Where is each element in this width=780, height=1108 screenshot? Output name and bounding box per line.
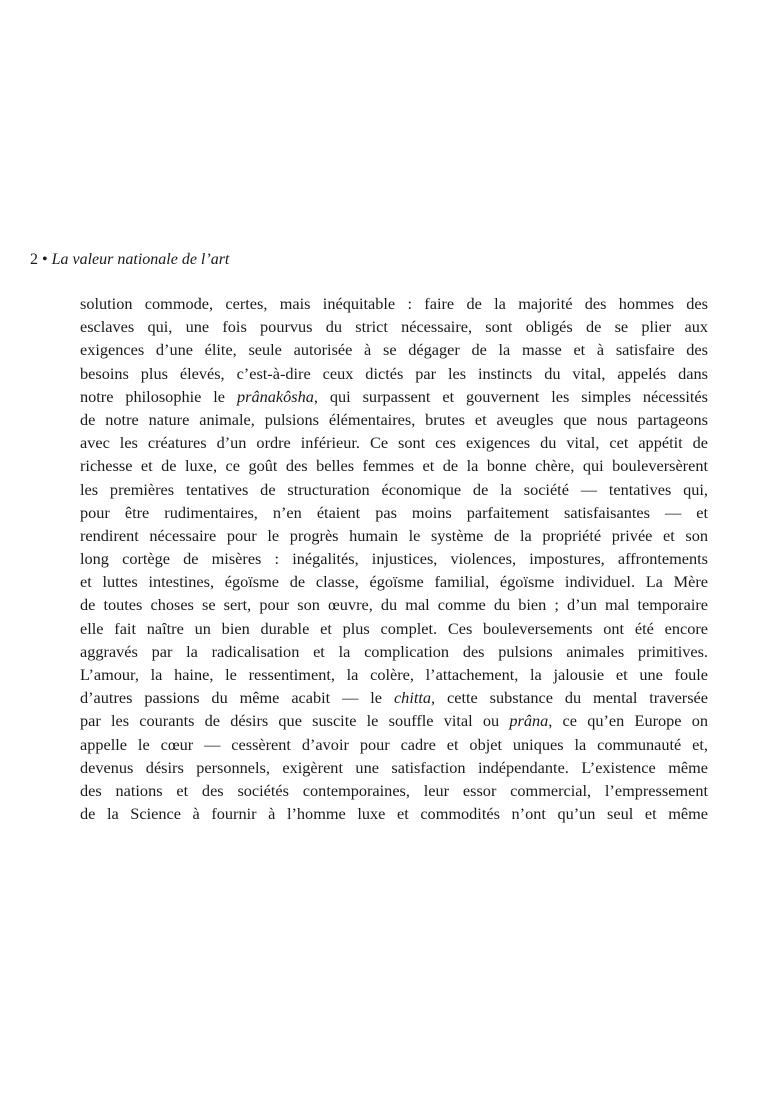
text-line	[80, 593, 708, 616]
text-segment: de toutes choses se sert, pour son œuvre, du mal comme du bien ; d’un mal temporaire	[80, 595, 708, 615]
text-segment: de la Science à fournir à l’homme luxe et commodités n’ont qu’un seul et même	[80, 804, 708, 824]
text-line	[80, 385, 708, 408]
text-line	[80, 663, 708, 686]
text-segment: besoins plus élevés, c’est-à-dire ceux dictés par les instincts du vital, appelés dans	[80, 363, 708, 383]
text-segment: exigences d’une élite, seule autorisée à se dégager de la masse et à satisfaire des	[80, 340, 708, 360]
text-line	[80, 570, 708, 593]
text-line	[80, 779, 708, 802]
text-segment: aggravés par la radicalisation et la complication des pulsions animales primitives.	[80, 641, 708, 661]
running-header	[30, 251, 229, 269]
text-line	[80, 292, 708, 315]
italic-term: prâna	[509, 711, 549, 731]
text-line	[80, 617, 708, 640]
text-line	[80, 408, 708, 431]
text-segment: des nations et des sociétés contemporaines, leur essor commercial, l’empressement	[80, 780, 708, 800]
text-line	[80, 524, 708, 547]
text-segment: d’autres passions du même acabit — le	[80, 688, 394, 708]
body-text	[80, 292, 708, 825]
text-line	[80, 733, 708, 756]
header-separator: •	[42, 251, 48, 268]
text-line	[80, 547, 708, 570]
text-segment: long cortège de misères : inégalités, injustices, violences, impostures, affrontements	[80, 549, 708, 569]
text-segment: appelle le cœur — cessèrent d’avoir pour cadre et objet uniques la communauté et,	[80, 734, 708, 754]
text-segment: rendirent nécessaire pour le progrès humain le système de la propriété privée et son	[80, 525, 708, 545]
text-line	[80, 362, 708, 385]
text-line	[80, 454, 708, 477]
text-segment: elle fait naître un bien durable et plus complet. Ces bouleversements ont été encore	[80, 618, 708, 638]
italic-term: prânakôsha	[236, 386, 314, 406]
text-line	[80, 709, 708, 732]
text-line	[80, 501, 708, 524]
text-line	[80, 802, 708, 825]
text-line	[80, 756, 708, 779]
text-segment: , qui surpassent et gouvernent les simples nécessités	[313, 386, 708, 406]
text-segment: de notre nature animale, pulsions élémentaires, brutes et aveugles que nous partageons	[80, 409, 708, 429]
text-segment: et luttes intestines, égoïsme de classe, égoïsme familial, égoïsme individuel. La Mère	[80, 572, 708, 592]
running-title: La valeur nationale de l’art	[51, 251, 230, 268]
text-segment: , cette substance du mental traversée	[431, 688, 709, 708]
text-line	[80, 315, 708, 338]
text-segment: richesse et de luxe, ce goût des belles femmes et de la bonne chère, qui bouleversèrent	[80, 456, 708, 476]
text-line	[80, 640, 708, 663]
text-segment: L’amour, la haine, le ressentiment, la colère, l’attachement, la jalousie et une foule	[80, 665, 708, 684]
text-segment: devenus désirs personnels, exigèrent une satisfaction indépendante. L’existence même	[80, 757, 708, 777]
text-line	[80, 338, 708, 361]
text-segment: pour être rudimentaires, n’en étaient pas moins parfaitement satisfaisantes — et	[80, 502, 708, 522]
text-line	[80, 686, 708, 709]
text-segment: esclaves qui, une fois pourvus du strict nécessaire, sont obligés de se plier aux	[80, 317, 708, 337]
page-number: 2	[30, 251, 38, 268]
text-segment: solution commode, certes, mais inéquitable : faire de la majorité des hommes des	[80, 294, 708, 313]
text-segment: notre philosophie le	[80, 386, 237, 406]
text-line	[80, 431, 708, 454]
text-segment: avec les créatures d’un ordre inférieur. Ce sont ces exigences du vital, cet appétit de	[80, 433, 708, 453]
italic-term: chitta	[393, 688, 432, 708]
text-segment: par les courants de désirs que suscite le souffle vital ou	[80, 711, 510, 731]
text-segment: les premières tentatives de structuration économique de la société — tentatives qui,	[80, 479, 708, 499]
text-line	[80, 478, 708, 501]
text-segment: , ce qu’en Europe on	[548, 711, 708, 731]
